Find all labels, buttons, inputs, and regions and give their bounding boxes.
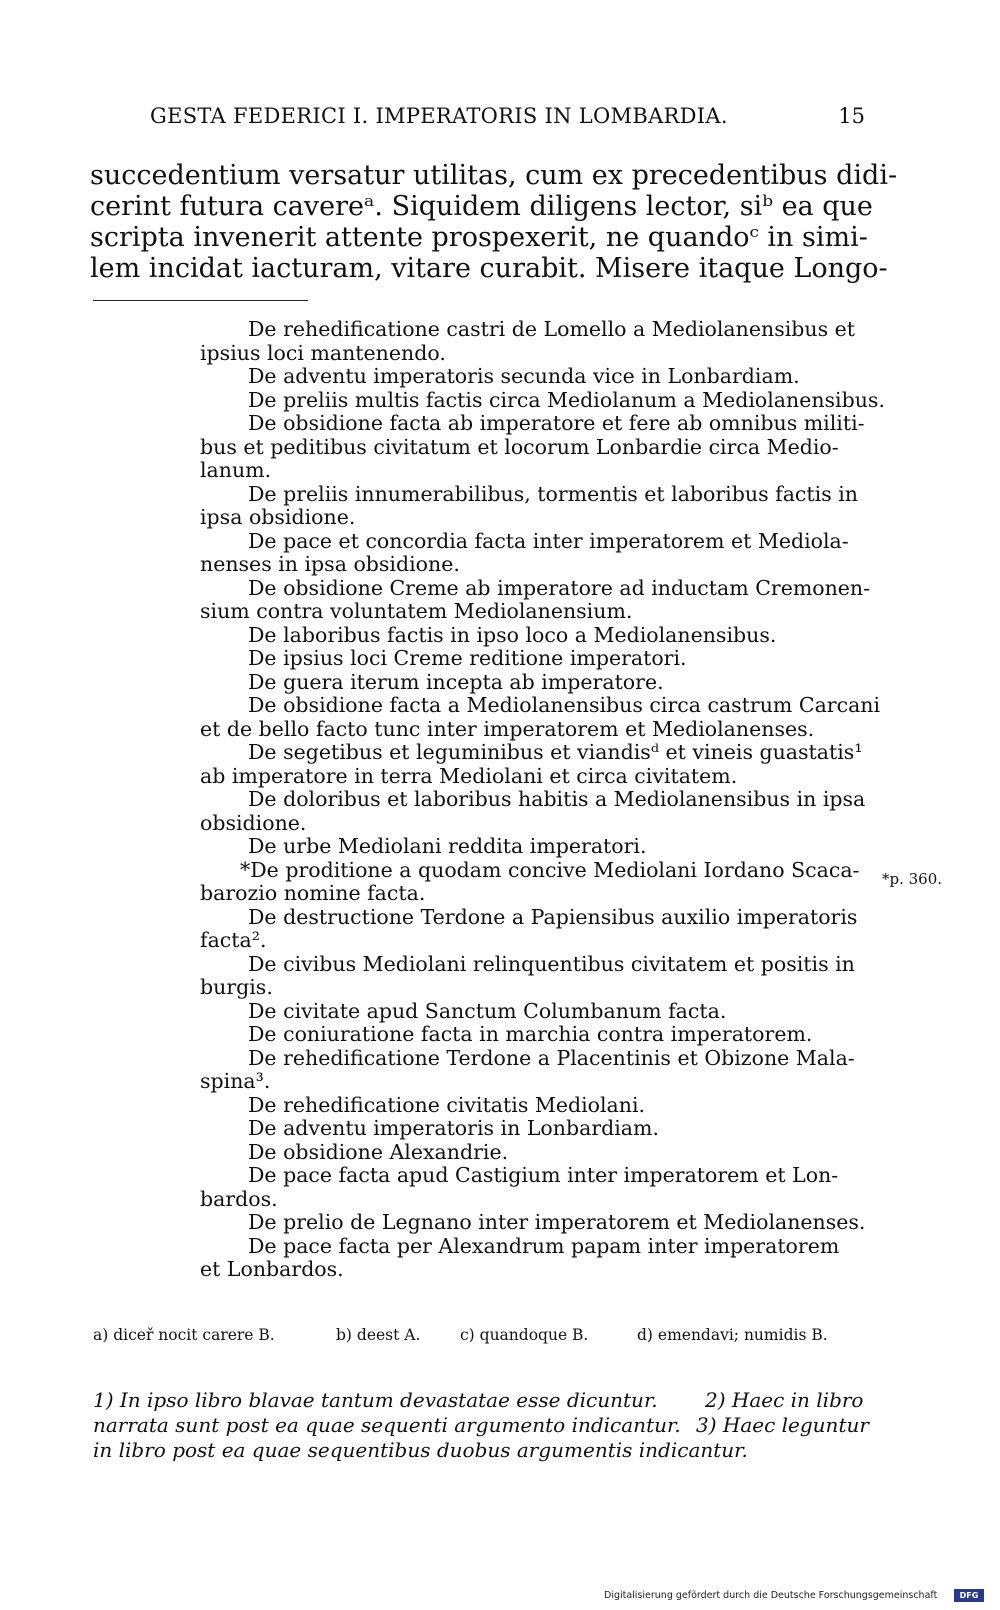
toc-line: De urbe Mediolani reddita imperatori.	[248, 834, 647, 858]
toc-line: spina³.	[200, 1069, 271, 1093]
toc-line: ab imperatore in terra Mediolani et circa civitatem.	[200, 763, 738, 788]
apparatus-note-d: d) emendavi; numidis B.	[637, 1326, 828, 1344]
footnote-2: 2) Haec in libro	[705, 1388, 864, 1412]
toc-line: De segetibus et leguminibus et viandisᵈ et vineis guastatis¹	[248, 740, 863, 764]
toc-line: *De proditione a quodam concive Mediolani Iordano Scaca-	[240, 857, 860, 882]
toc-line: De obsidione facta ab imperatore et fere ab omnibus militi-	[248, 411, 865, 435]
chapter-list	[200, 317, 885, 1282]
toc-line: De destructione Terdone a Papiensibus auxilio imperatoris	[248, 904, 858, 929]
toc-line: De civitate apud Sanctum Columbanum facta.	[248, 998, 727, 1023]
toc-line: De prelio de Legnano inter imperatorem et Mediolanenses.	[248, 1210, 866, 1234]
toc-line: De pace et concordia facta inter imperatorem et Mediola-	[248, 528, 849, 553]
toc-line: obsidione.	[200, 810, 307, 835]
toc-line: De doloribus et laboribus habitis a Mediolanensibus in ipsa	[248, 787, 866, 811]
toc-line: De preliis innumerabilibus, tormentis et laboribus factis in	[248, 481, 858, 506]
toc-line: De rehedificatione castri de Lomello a Mediolanensibus et	[248, 317, 856, 341]
footnote-1: 1) In ipso libro blavae tantum devastatae esse dicuntur.	[93, 1388, 658, 1412]
separator-rule	[93, 300, 308, 301]
toc-line: bus et peditibus civitatum et locorum Lonbardie circa Medio-	[200, 434, 839, 459]
toc-line: ipsius loci mantenendo.	[200, 340, 446, 365]
toc-line: nenses in ipsa obsidione.	[200, 552, 460, 576]
toc-line: barozio nomine facta.	[200, 881, 426, 905]
toc-line: burgis.	[200, 975, 273, 999]
toc-line: facta².	[200, 928, 267, 952]
toc-line: De rehedificatione civitatis Mediolani.	[248, 1092, 646, 1117]
toc-line: et Lonbardos.	[200, 1257, 344, 1281]
intro-line: lem incidat iacturam, vitare curabit. Misere itaque Longo-	[90, 253, 888, 284]
toc-line: De civibus Mediolani relinquentibus civitatem et positis in	[248, 951, 855, 976]
footnote-line: narrata sunt post ea quae sequenti argumento indicantur.	[93, 1413, 681, 1437]
toc-line: De obsidione Creme ab imperatore ad inductam Cremonen-	[248, 575, 871, 600]
toc-line: De ipsius loci Creme reditione imperatori.	[248, 646, 687, 670]
dfg-logo: DFG	[954, 1589, 984, 1602]
toc-line: De laboribus factis in ipso loco a Mediolanensibus.	[248, 622, 777, 647]
toc-line: De adventu imperatoris in Lonbardiam.	[248, 1116, 659, 1140]
running-title: GESTA FEDERICI I. IMPERATORIS IN LOMBARDIA.	[150, 104, 728, 128]
margin-page-reference: *p. 360.	[882, 870, 943, 888]
digitization-credit: Digitalisierung gefördert durch die Deutsche Forschungsgemeinschaft	[604, 1590, 938, 1601]
apparatus-note-c: c) quandoque B.	[460, 1326, 589, 1344]
footnote-3: 3) Haec leguntur	[696, 1413, 869, 1437]
intro-line: scripta invenerit attente prospexerit, ne quandoᶜ in simi-	[90, 222, 868, 253]
toc-line: lanum.	[200, 458, 272, 482]
toc-line: ipsa obsidione.	[200, 505, 356, 529]
page-number: 15	[838, 104, 865, 128]
toc-line: De obsidione Alexandrie.	[248, 1139, 509, 1164]
toc-line: et de bello facto tunc inter imperatorem et Mediolanenses.	[200, 716, 815, 741]
toc-line: De pace facta per Alexandrum papam inter imperatorem	[248, 1233, 840, 1258]
toc-line: De obsidione facta a Mediolanensibus circa castrum Carcani	[248, 693, 881, 717]
toc-line: De preliis multis factis circa Mediolanum a Mediolanensibus.	[248, 387, 885, 412]
running-header	[150, 104, 865, 134]
toc-line: De rehedificatione Terdone a Placentinis et Obizone Mala-	[248, 1045, 855, 1070]
toc-line: sium contra voluntatem Mediolanensium.	[200, 599, 633, 623]
toc-line: De coniuratione facta in marchia contra imperatorem.	[248, 1022, 813, 1046]
toc-line: De adventu imperatoris secunda vice in Lonbardiam.	[248, 364, 800, 388]
apparatus-note-b: b) deest A.	[336, 1326, 421, 1344]
toc-line: De guera iterum incepta ab imperatore.	[248, 669, 664, 694]
toc-line: De pace facta apud Castigium inter imperatorem et Lon-	[248, 1163, 839, 1187]
intro-line: cerint futura cavereᵃ. Siquidem diligens lector, siᵇ ea que	[90, 191, 873, 222]
footnote-line: in libro post ea quae sequentibus duobus argumentis indicantur.	[93, 1438, 748, 1462]
intro-paragraph	[90, 160, 898, 284]
apparatus-note-a: a) diceř nocit carere B.	[93, 1326, 275, 1344]
toc-line: bardos.	[200, 1186, 278, 1211]
intro-line: succedentium versatur utilitas, cum ex precedentibus didi-	[90, 160, 898, 191]
